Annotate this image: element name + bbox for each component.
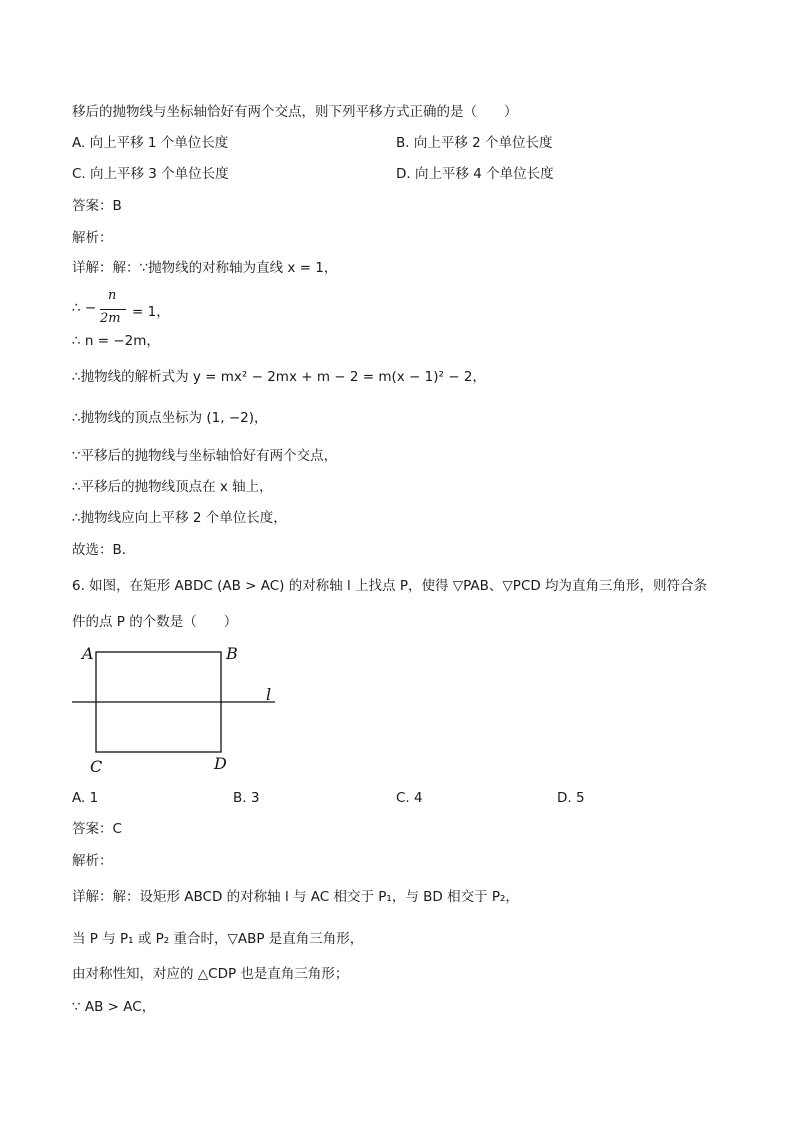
q5-detail-line-7: ∴平移后的抛物线顶点在 x 轴上， [72, 479, 273, 495]
q6-analysis-label: 解析： [72, 853, 113, 869]
q5-option-d: D. 向上平移 4 个单位长度 [396, 166, 554, 182]
q6-stem-line-2: 件的点 P 的个数是（ ） [72, 614, 238, 630]
q5-detail-line-5: ∴抛物线的顶点坐标为 (1, −2)， [72, 410, 268, 426]
q6-detail-line-1: 详解：解：设矩形 ABCD 的对称轴 l 与 AC 相交于 P₁，与 BD 相交于 P₂， [72, 889, 519, 905]
vertex-label-b: B [226, 644, 238, 663]
q5-option-a: A. 向上平移 1 个单位长度 [72, 135, 229, 151]
q6-option-b: B. 3 [233, 790, 260, 806]
axis-label-l: l [266, 685, 272, 704]
vertex-label-c: C [90, 757, 103, 776]
q5-detail-line-1: 详解：解：∵抛物线的对称轴为直线 x = 1， [72, 260, 338, 276]
q5-option-c: C. 向上平移 3 个单位长度 [72, 166, 229, 182]
q6-detail-line-2: 当 P 与 P₁ 或 P₂ 重合时，▽ABP 是直角三角形， [72, 931, 364, 947]
vertex-label-d: D [214, 754, 227, 773]
q5-answer: 答案：B [72, 198, 122, 214]
q5-analysis-label: 解析： [72, 230, 113, 246]
fraction-prefix: ∴ − [72, 300, 97, 316]
q6-option-c: C. 4 [396, 790, 423, 806]
q6-detail-line-4: ∵ AB > AC， [72, 999, 156, 1015]
q5-detail-line-4: ∴抛物线的解析式为 y = mx² − 2mx + m − 2 = m(x − 1)² − 2， [72, 369, 486, 385]
q6-answer: 答案：C [72, 821, 122, 837]
fraction-denominator: 2m [100, 311, 121, 326]
rectangle-diagram [70, 644, 290, 780]
q5-stem-tail: 移后的抛物线与坐标轴恰好有两个交点，则下列平移方式正确的是（ ） [72, 104, 518, 120]
fraction-bar [100, 309, 126, 310]
q6-detail-line-3: 由对称性知，对应的 △CDP 也是直角三角形； [72, 966, 349, 982]
q6-stem-line-1: 6. 如图，在矩形 ABDC (AB > AC) 的对称轴 l 上找点 P，使得 ▽PAB、▽PCD 均为直角三角形，则符合条 [72, 578, 708, 594]
fraction-suffix: = 1， [132, 304, 170, 320]
q6-figure [70, 644, 290, 780]
vertex-label-a: A [82, 644, 94, 663]
fraction-numerator: n [108, 288, 117, 303]
q6-option-a: A. 1 [72, 790, 99, 806]
q6-option-d: D. 5 [557, 790, 585, 806]
q5-detail-fraction [72, 288, 192, 332]
q5-detail-line-3: ∴ n = −2m， [72, 333, 160, 349]
q5-detail-line-9: 故选：B． [72, 542, 136, 558]
q5-detail-line-6: ∵平移后的抛物线与坐标轴恰好有两个交点， [72, 448, 338, 464]
q5-detail-line-8: ∴抛物线应向上平移 2 个单位长度， [72, 510, 287, 526]
q5-option-b: B. 向上平移 2 个单位长度 [396, 135, 553, 151]
